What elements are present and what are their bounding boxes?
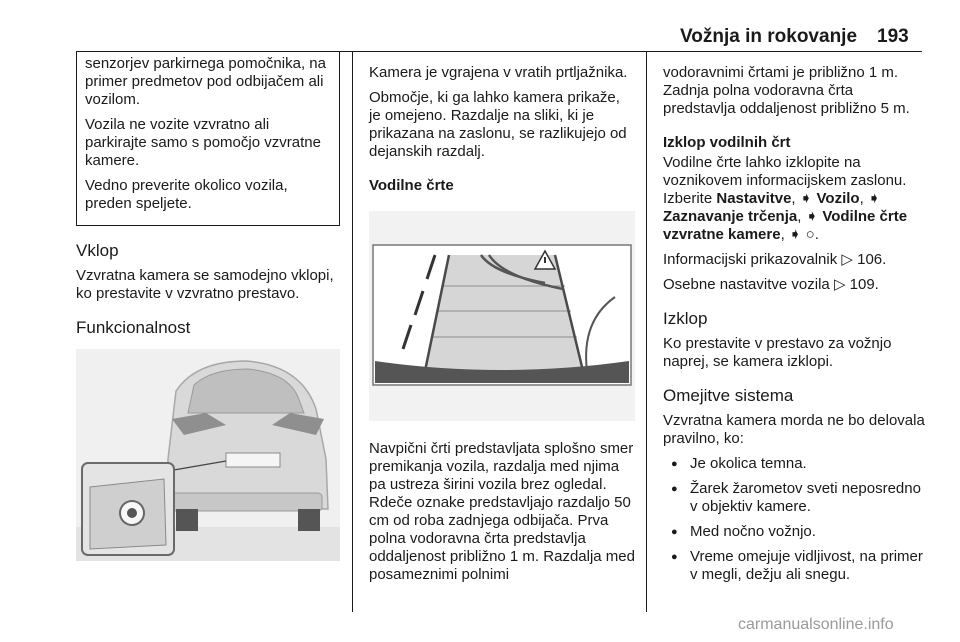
arrow-right-icon: ➧ bbox=[805, 208, 819, 225]
limitations-list bbox=[663, 455, 925, 584]
column-1 bbox=[76, 55, 340, 566]
paragraph: Območje, ki ga lahko kamera prikaže, je omejeno. Razdalje na sliki, ki je prikazana na zaslonu, se razlikujejo od dejanskih razdalj. bbox=[369, 89, 627, 160]
list-item: ● Je okolica temna. bbox=[663, 455, 925, 473]
paragraph: vodoravnimi črtami je približno 1 m. Zadnja polna vodoravna črta predstavlja oddaljenost približno 5 m. bbox=[663, 64, 910, 117]
notice-box bbox=[76, 52, 340, 226]
menu-path-item: Zaznavanje trčenja bbox=[663, 208, 798, 225]
running-header: Vožnja in rokovanje bbox=[680, 26, 858, 47]
paragraph: Vzvratna kamera se samodejno vklopi, ko prestavite v vzvratno prestavo. bbox=[76, 267, 334, 302]
list-item: ● Med nočno vožnjo. bbox=[663, 523, 925, 541]
column-2 bbox=[369, 64, 635, 591]
heading-vodilne-crte: Vodilne črte bbox=[369, 177, 454, 194]
heading-izklop: Izklop bbox=[663, 309, 708, 328]
column-divider-2 bbox=[646, 52, 647, 612]
paragraph: Navpični črti predstavljata splošno smer premikanja vozila, razdalja med njima pa ustreza širini vozila brez ogledal. Rdeče oznake predstavljajo razdaljo 50 cm od roba zadnjega odbijača. Prva polna vodoravna črta predstavlja oddaljenost približno 1 m. Razdalja med posameznimi polnimi bbox=[369, 440, 635, 583]
column-divider-1 bbox=[352, 52, 353, 612]
list-item: ● Žarek žarometov sveti neposredno v objektiv kamere. bbox=[663, 480, 925, 516]
paragraph: Ko prestavite v prestavo za vožnjo naprej, se kamera izklopi. bbox=[663, 335, 892, 370]
page-number: 193 bbox=[877, 26, 909, 47]
notice-paragraph: Vedno preverite okolico vozila, preden speljete. bbox=[85, 177, 288, 212]
page-reference-icon: ▷ bbox=[833, 276, 846, 293]
notice-paragraph: Vozila ne vozite vzvratno ali parkirajte samo s pomočjo vzvratne kamere. bbox=[85, 116, 321, 169]
arrow-right-icon: ➧ bbox=[799, 190, 813, 207]
arrow-right-icon: ➧ bbox=[867, 190, 881, 207]
guide-lines-illustration bbox=[369, 211, 635, 426]
circle-icon: ○ bbox=[805, 226, 815, 243]
rear-camera-car-illustration bbox=[76, 349, 340, 566]
menu-path-item: Vozilo bbox=[816, 190, 860, 207]
paragraph: Informacijski prikazovalnik ▷ 106. bbox=[663, 251, 887, 268]
heading-vklop: Vklop bbox=[76, 241, 119, 260]
paragraph: Kamera je vgrajena v vratih prtljažnika. bbox=[369, 64, 628, 81]
arrow-right-icon: ➧ bbox=[788, 226, 802, 243]
page-reference-icon: ▷ bbox=[841, 251, 853, 268]
heading-funkcionalnost: Funkcionalnost bbox=[76, 318, 191, 337]
heading-izklop-vodilnih-crt: Izklop vodilnih črt bbox=[663, 134, 791, 151]
notice-paragraph: senzorjev parkirnega pomočnika, na primer predmetov pod odbijačem ali vozilom. bbox=[85, 55, 326, 108]
menu-path-item: Nastavitve bbox=[716, 190, 792, 207]
menu-path-item: Vodilne črte vzvratne kamere bbox=[663, 208, 908, 243]
paragraph: Vzvratna kamera morda ne bo delovala pravilno, ko: bbox=[663, 412, 925, 447]
heading-omejitve-sistema: Omejitve sistema bbox=[663, 386, 794, 405]
list-item: ● Vreme omejuje vidljivost, na primer v megli, dežju ali snegu. bbox=[663, 548, 925, 584]
paragraph: Vodilne črte lahko izklopite na voznikovem informacijskem zaslonu. Izberite Nastavitve, ➧ Vozilo, ➧ Zaznavanje trčenja, ➧ Vodilne črte vzvratne kamere, ➧ ○. bbox=[663, 154, 908, 243]
column-3 bbox=[663, 64, 925, 591]
watermark: carmanualsonline.info bbox=[738, 616, 894, 633]
paragraph: Osebne nastavitve vozila ▷ 109. bbox=[663, 276, 879, 293]
